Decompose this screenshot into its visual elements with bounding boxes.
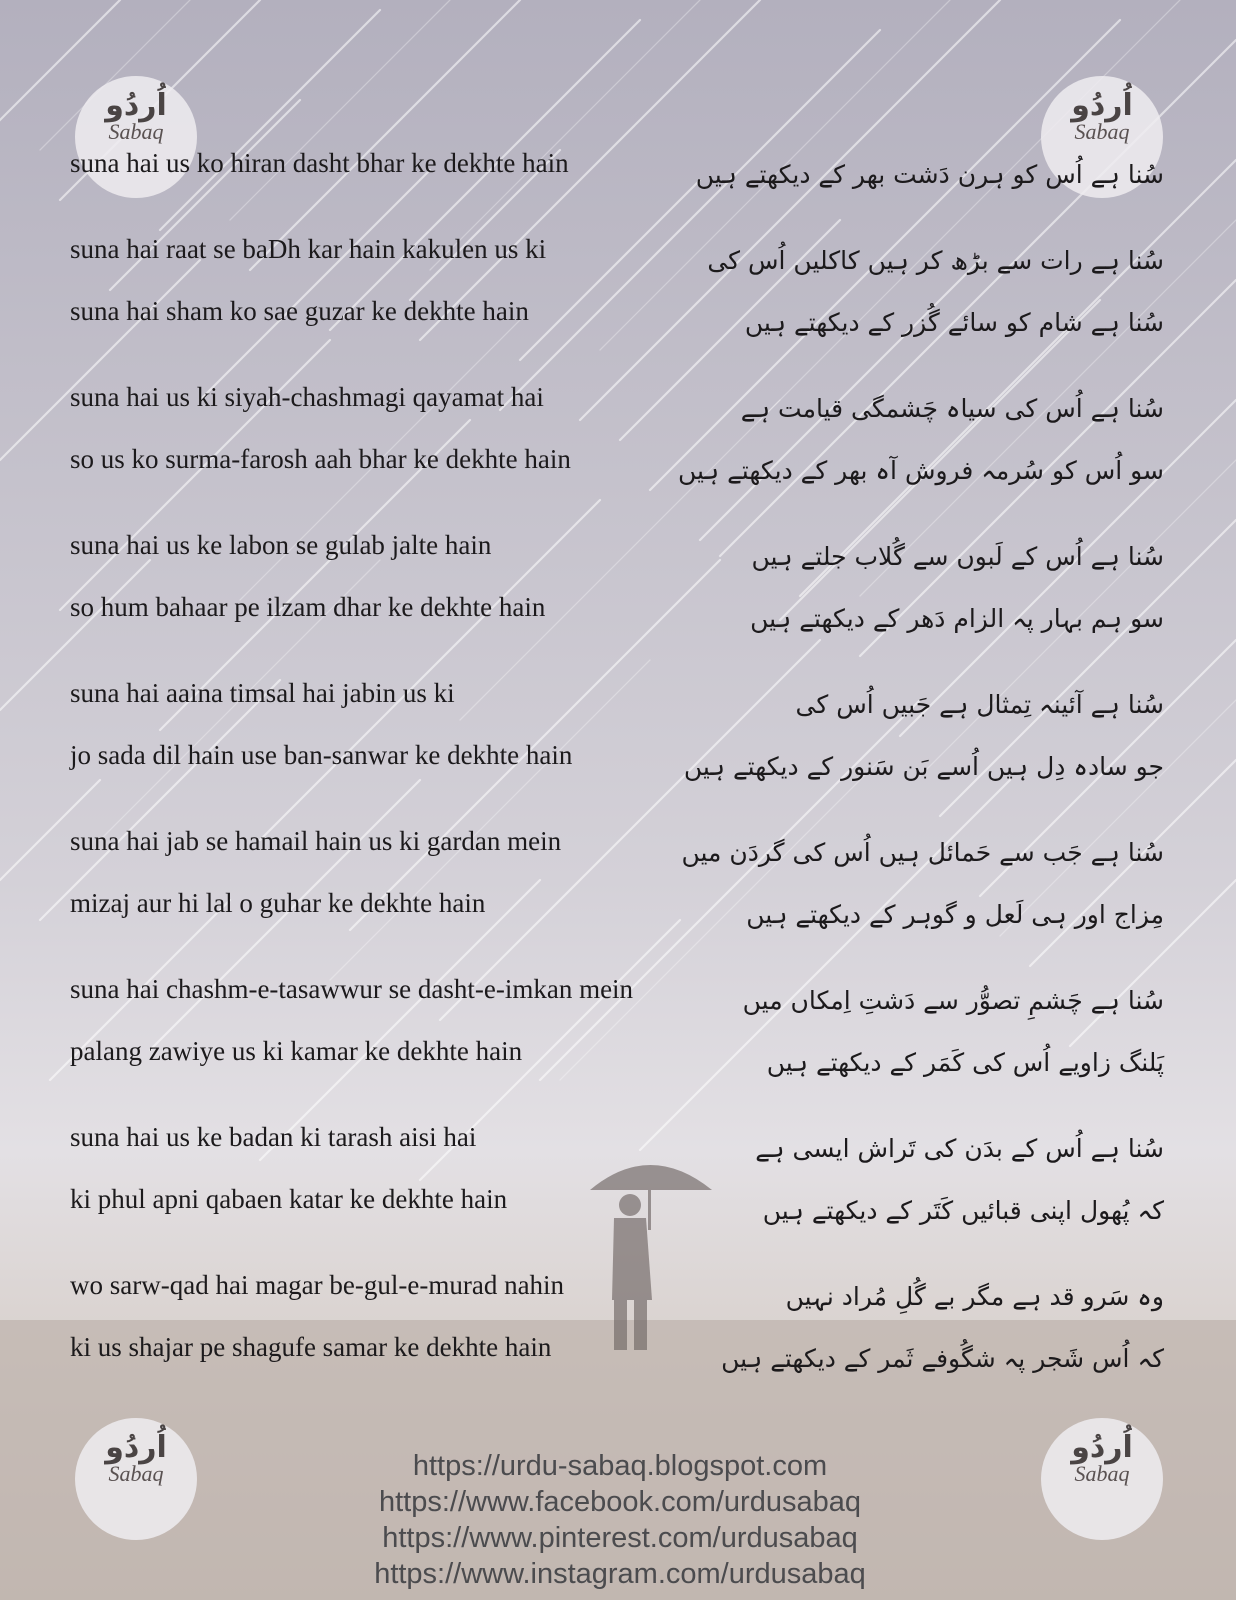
- verse-line-urdu: سُنا ہے شام کو سائے گُزر کے دیکھتے ہیں: [744, 308, 1164, 337]
- verse-line-roman: suna hai us ko hiran dasht bhar ke dekhte hain: [70, 148, 569, 178]
- verse-line-urdu: سُنا ہے اُس کی سیاہ چَشمگی قیامت ہے: [740, 394, 1164, 423]
- verse-line-urdu: سُنا ہے جَب سے حَمائل ہیں اُس کی گردَن میں: [681, 838, 1164, 867]
- verse-line-roman: suna hai us ke labon se gulab jalte hain: [70, 530, 492, 560]
- verse-line-roman: ki us shajar pe shagufe samar ke dekhte hain: [70, 1332, 552, 1362]
- verse-line-roman: suna hai sham ko sae guzar ke dekhte hain: [70, 296, 529, 326]
- verse-line-roman: palang zawiye us ki kamar ke dekhte hain: [70, 1036, 523, 1066]
- verse-line-roman: so us ko surma-farosh aah bhar ke dekhte hain: [70, 444, 571, 474]
- verse-line-urdu: سُنا ہے آئینہ تِمثال ہے جَبیں اُس کی: [795, 690, 1164, 719]
- verse-line-roman: suna hai chashm-e-tasawwur se dasht-e-imkan mein: [70, 974, 634, 1004]
- footer-link-pinterest[interactable]: https://www.pinterest.com/urdusabaq: [382, 1522, 858, 1554]
- verse-line-urdu: وہ سَرو قد ہے مگر بے گُلِ مُراد نہیں: [785, 1282, 1164, 1311]
- logo-bottom-right: [1041, 1418, 1163, 1540]
- verse-line-urdu: کہ اُس شَجر پہ شگُوفے ثَمر کے دیکھتے ہیں: [721, 1344, 1164, 1373]
- logo-urdu-text: اُردُو: [1071, 1430, 1133, 1465]
- logo-sabaq-text: Sabaq: [1074, 1461, 1130, 1486]
- logo-sabaq-text: Sabaq: [108, 1461, 164, 1486]
- verse-line-urdu: سُنا ہے رات سے بڑھ کر ہیں کاکلیں اُس کی: [707, 246, 1164, 275]
- verse-line-roman: ki phul apni qabaen katar ke dekhte hain: [70, 1184, 508, 1214]
- logo-urdu-text: اُردُو: [105, 1430, 167, 1465]
- verse-line-roman: suna hai aaina timsal hai jabin us ki: [70, 678, 455, 708]
- verse-line-urdu: سو ہم بہار پہ الزام دَھر کے دیکھتے ہیں: [750, 604, 1164, 633]
- logo-sabaq-text: Sabaq: [1074, 119, 1130, 144]
- verse-line-urdu: سُنا ہے اُس کے بدَن کی تَراش ایسی ہے: [755, 1134, 1164, 1163]
- verse-line-urdu: سُنا ہے چَشمِ تصوُّر سے دَشتِ اِمکاں میں: [742, 986, 1164, 1015]
- verse-line-urdu: پَلنگ زاویے اُس کی کَمَر کے دیکھتے ہیں: [766, 1048, 1164, 1077]
- logo-sabaq-text: Sabaq: [108, 119, 164, 144]
- verse-line-urdu: جو سادہ دِل ہیں اُسے بَن سَنور کے دیکھتے ہیں: [683, 752, 1164, 781]
- logo-urdu-text: اُردُو: [1071, 88, 1133, 123]
- verse-line-urdu: کہ پُھول اپنی قبائیں کَتَر کے دیکھتے ہیں: [762, 1196, 1164, 1225]
- verse-line-urdu: سُنا ہے اُس کے لَبوں سے گُلاب جلتے ہیں: [751, 542, 1164, 571]
- footer-links: [310, 1448, 930, 1592]
- footer-link-facebook[interactable]: https://www.facebook.com/urdusabaq: [379, 1486, 861, 1518]
- verse-line-urdu: سو اُس کو سُرمہ فروش آہ بھر کے دیکھتے ہیں: [677, 456, 1164, 485]
- verse-line-roman: so hum bahaar pe ilzam dhar ke dekhte hain: [70, 592, 546, 622]
- verse-line-roman: suna hai jab se hamail hain us ki gardan mein: [70, 826, 562, 856]
- logo-top-left: [75, 76, 197, 198]
- verse-line-urdu: مِزاج اور ہی لَعل و گوہر کے دیکھتے ہیں: [746, 900, 1164, 929]
- verse-line-urdu: سُنا ہے اُس کو ہرن دَشت بھر کے دیکھتے ہیں: [695, 160, 1164, 189]
- footer-link-instagram[interactable]: https://www.instagram.com/urdusabaq: [374, 1558, 866, 1590]
- logo-bottom-left: [75, 1418, 197, 1540]
- verse-line-roman: suna hai us ki siyah-chashmagi qayamat hai: [70, 382, 544, 412]
- verse-line-roman: suna hai us ke badan ki tarash aisi hai: [70, 1122, 477, 1152]
- verse-line-roman: jo sada dil hain use ban-sanwar ke dekhte hain: [70, 740, 573, 770]
- verse-line-roman: suna hai raat se baDh kar hain kakulen us ki: [70, 234, 547, 264]
- logo-urdu-text: اُردُو: [105, 88, 167, 123]
- verse-line-roman: mizaj aur hi lal o guhar ke dekhte hain: [70, 888, 486, 918]
- footer-link-blog[interactable]: https://urdu-sabaq.blogspot.com: [412, 1450, 828, 1482]
- verse-line-roman: wo sarw-qad hai magar be-gul-e-murad nahin: [70, 1270, 565, 1300]
